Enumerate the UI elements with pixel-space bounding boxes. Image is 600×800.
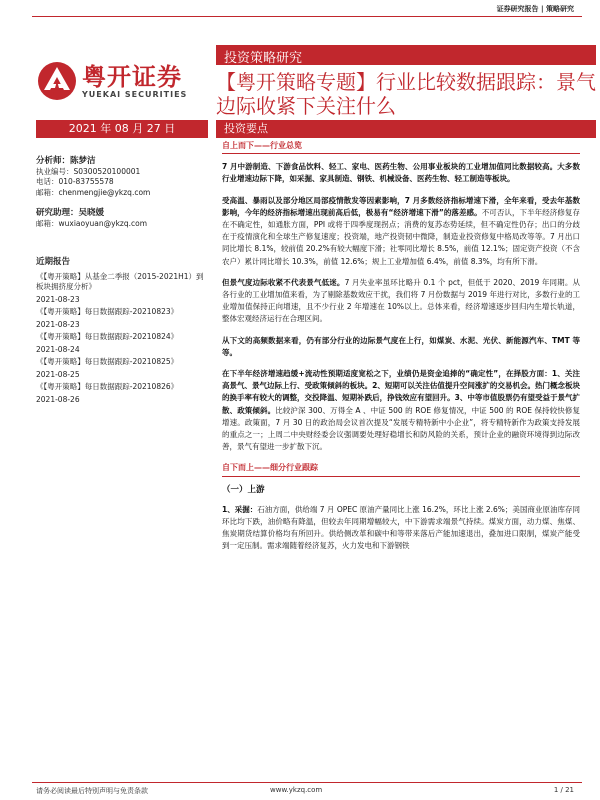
paragraph: 7 月中游制造、下游食品饮料、轻工、家电、医药生物、公用事业板块的工业增加值同比数据较高。大多数行业增速边际下降，如采掘、家具制造、钢铁、机械设备、医药生物、轻工制造等板块。 xyxy=(222,162,580,184)
main-content xyxy=(222,140,580,562)
analyst-phone: 电话：010-83755578 xyxy=(36,177,114,186)
recent-report[interactable]: 《【粤开策略】每日数据跟踪-20210826》 2021-08-26 xyxy=(36,382,179,404)
paragraph: 但景气度边际收紧不代表景气低迷。7 月失业率虽环比略升 0.1 个 pct，但低于 2020、2019 年同期。从各行业的工业增加值来看，为了剔除基数效应干扰，我们将 7 月份数据与 2019 年进行对比，多数行业的工业增加值保持正向增速，且不少行业 2 年增速在 10%以上。总体来看，经济增速逐步回归内生增长轨道，整体宏观经济运行在合理区间。 xyxy=(222,277,580,324)
paragraph: 1、采掘：石油方面，供给端 7 月 OPEC 原油产量同比上涨 16.2%，环比上涨 2.6%；美国商业原油库存同环比均下跌，油价略有降温，但较去年同期增幅较大，中下游需求端景气持续。煤炭方面，动力煤、焦煤、焦炭期货结算价格均有所回升。供给侧改革和碳中和等带来落后产能加速退出，叠加进口限制，煤炭产能受到一定压制。需求端随着经济复苏，火力发电和下游钢铁 xyxy=(222,504,581,551)
header-divider xyxy=(32,16,582,17)
report-category-bar: 投资策略研究 xyxy=(216,45,596,65)
recent-report[interactable]: 《【粤开策略】从基金二季报（2015-2021H1）到板块拥挤度分析》 2021-08-23 xyxy=(36,271,204,304)
subsection-heading: （一）上游 xyxy=(222,484,265,495)
assistant-email: 邮箱：wuxiaoyuan@ykzq.com xyxy=(36,218,148,228)
paragraph: 从下文的高频数据来看，仍有部分行业的边际景气度在上行，如煤炭、水泥、光伏、新能源汽车、TMT 等等。 xyxy=(222,335,580,357)
recent-report[interactable]: 《【粤开策略】每日数据跟踪-20210824》 2021-08-24 xyxy=(36,332,179,354)
recent-report[interactable]: 《【粤开策略】每日数据跟踪-20210825》 2021-08-25 xyxy=(36,357,179,379)
analyst-name: 分析师：陈梦洁 xyxy=(36,156,96,166)
footer-divider xyxy=(32,782,582,783)
section-heading-industry: 自下而上——细分行业跟踪 xyxy=(222,462,580,476)
recent-report[interactable]: 《【粤开策略】每日数据跟踪-20210823》 2021-08-23 xyxy=(36,307,179,329)
yuekai-logo-icon xyxy=(36,60,78,102)
section-heading-overview: 自上而下——行业总览 xyxy=(222,140,580,154)
footer-website[interactable]: www.ykzq.com xyxy=(270,786,323,794)
analyst-email: 邮箱：chenmengjie@ykzq.com xyxy=(36,187,151,197)
footer-disclaimer: 请务必阅读最后特别声明与免责条款 xyxy=(36,787,148,795)
logo-chinese-name: 粤开证券 xyxy=(82,62,182,91)
analyst-cert: 执业编号：S0300520100001 xyxy=(36,166,141,176)
logo-english-name: YUEKAI SECURITIES xyxy=(82,89,188,99)
key-points-bar: 投资要点 xyxy=(216,120,596,138)
recent-reports-heading: 近期报告 xyxy=(36,257,71,267)
sidebar xyxy=(36,156,211,407)
footer-page-number: 1 / 21 xyxy=(553,786,574,794)
report-title: 【粤开策略专题】行业比较数据跟踪：景气边际收紧下关注什么 xyxy=(216,70,596,118)
header-report-type: 证券研究报告 | 策略研究 xyxy=(496,5,574,13)
company-logo xyxy=(36,60,187,102)
report-date: 2021 年 08 月 27 日 xyxy=(36,120,208,138)
paragraph: 受高温、暴雨以及部分地区局部疫情散发等因素影响，7 月多数经济指标增速下滑，全年来看，受去年基数影响，今年的经济指标增速出现前高后低，极易有“经济增速下滑”的落差感。不可否认，下半年经济修复存在不确定性，如通胀方面，PPI 或将于四季度现拐点；消费的复苏态势延续，但不确定性仍存；出口的分歧在于疫情演化和全球生产修复速度；投资端，地产投资韧中微降，制造业投资修复中格局改等等。7 月出口同比增长 8.1%，较前值 20.2%有较大幅度下滑；社零同比增长 8.5%，前值 12.1%；固定资产投资（不含农户）累计同比增长 10.3%，前值 12.6%；规上工业增加值 6.4%，前值 8.3%，均有所下滑。 xyxy=(222,195,581,266)
paragraph: 在下半年经济增速趋缓+流动性预期适度宽松之下，业绩仍是资金追捧的“确定性”，在择股方面：1、关注高景气、景气边际上行、受政策倾斜的板块。2、短期可以关注估值提升空间涨扩的交易机会。热门概念板块的换手率有较大的调整，交投降温、短期补跌后，挣钱效应有望回升。3、中等市值股票仍有望受益于景气扩散、政策倾斜。比较沪深 300、万得全 A 、中证 500 的 ROE 修复情况，中证 500 的 ROE 保持较快修复增速。政策面，7 月 30 日的政治局会议首次提及“发展专精特新中小企业”，将专精特新作为政策支持发展的重点之一；上周二中央财经委会议强调要处理好稳增长和防风险的关系，预计企业的融资环境得到边际改善，景气有望进一步扩散下沉。 xyxy=(222,369,580,452)
assistant-name: 研究助理：吴晓媛 xyxy=(36,208,105,218)
